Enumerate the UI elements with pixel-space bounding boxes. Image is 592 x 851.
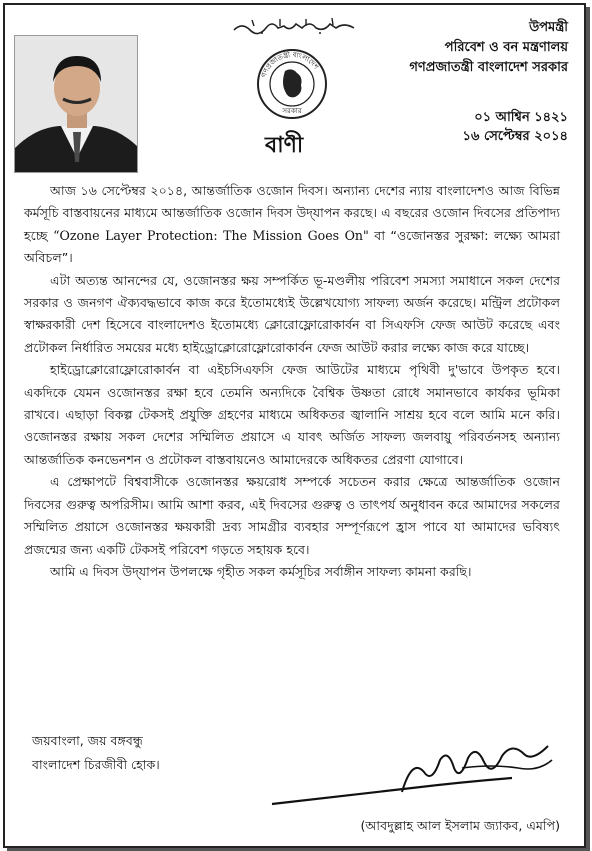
closing-line-2: বাংলাদেশ চিরজীবী হোক।: [32, 757, 160, 772]
date-bangla: ০১ আশ্বিন ১৪২১: [474, 110, 568, 125]
handwritten-signature: [262, 738, 562, 818]
paragraph-3: হাইড্রোক্লোরোফ্লোরোকার্বন বা এইচসিএফসি ফেজ আউটের মাধ্যমে পৃথিবী দু'ভাবে উপকৃত হবে। একদিকে যেমন ওজোনস্তর রক্ষা হবে তেমনি অন্যদিকে বৈশ্বিক উষ্ণতা রোধে সমানভাবে কার্যকর ভূমিকা রাখবে। এছাড়া বিকল্প টেকসই প্রযুক্তি গ্রহণের মাধ্যমে অধিকতর জ্বালানি সাশ্রয় হবে বলে আমি মনে করি। ওজোনস্তর রক্ষায় সকল দেশের সম্মিলিত প্রয়াসে এ যাবৎ অর্জিত সাফল্য জলবায়ু পরিবর্তনসহ অন্যান্য আন্তর্জাতিক কনভেনশন ও প্রটোকল বাস্তবায়নেও আমাদেরকে অধিকতর প্রেরণা যোগাবে।: [24, 362, 560, 467]
bismillah-calligraphy: [232, 16, 358, 36]
page-title: বাণী: [265, 132, 304, 158]
closing-slogans: [32, 729, 160, 777]
government-name: গণপ্রজাতন্ত্রী বাংলাদেশ সরকার: [409, 60, 568, 75]
paragraph-4: এ প্রেক্ষাপটে বিশ্ববাসীকে ওজোনস্তর ক্ষয়রোধ সম্পর্কে সচেতন করার ক্ষেত্রে আন্তর্জাতিক ওজোন দিবসের গুরুত্ব অপরিসীম। আমি আশা করব, এই দিবসের গুরুত্ব ও তাৎপর্য অনুধাবন করে আমাদের সকলের সম্মিলিত প্রয়াসে ওজোনস্তর ক্ষয়কারী দ্রব্য সামগ্রীর ব্যবহার সম্পূর্ণরূপে হ্রাস পাবে যা আমাদের ভবিষ্যৎ প্রজন্মের জন্য একটি টেকসই পরিবেশ গড়তে সহায়ক হবে।: [24, 474, 560, 557]
seal-bottom-text: সরকার: [282, 107, 302, 115]
date-block: [463, 108, 568, 146]
signer-name: (আবদুল্লাহ আল ইসলাম জ্যাকব, এমপি): [360, 818, 560, 833]
seal-outer-text: গণপ্রজাতন্ত্রী বাংলাদেশ: [259, 50, 320, 79]
closing-line-1: জয়বাংলা, জয় বঙ্গবন্ধু: [32, 733, 143, 748]
portrait-photo: [14, 35, 138, 173]
theme-quote: “Ozone Layer Protection: The Mission Goes On": [53, 227, 369, 243]
office-header: [409, 18, 568, 78]
date-gregorian: ১৬ সেপ্টেম্বর ২০১৪: [462, 129, 568, 144]
paragraph-2: এটা অত্যন্ত আনন্দের যে, ওজোনস্তর ক্ষয় সম্পর্কিত ভূ-মণ্ডলীয় পরিবেশ সমস্যা সমাধানে সকল দেশের সরকার ও জনগণ ঐক্যবদ্ধভাবে কাজ করে ইতোমধ্যেই উল্লেখযোগ্য সাফল্য অর্জন করেছে। মন্ট্রিল প্রটোকল স্বাক্ষরকারী দেশ হিসেবে বাংলাদেশও ইতোমধ্যে ক্লোরোফ্লোরোকার্বন বা সিএফসি ফেজ আউট করেছে এবং প্রটোকল নির্ধারিত সময়ের মধ্যে হাইড্রোক্লোরোফ্লোরোকার্বন ফেজ আউট করার লক্ষ্যে কাজ করে যাচ্ছে।: [24, 272, 560, 355]
paragraph-5: আমি এ দিবস উদ্‌যাপন উপলক্ষে গৃহীত সকল কর্মসূচির সর্বাঙ্গীন সাফল্য কামনা করছি।: [50, 563, 472, 579]
office-title: উপমন্ত্রী: [529, 20, 568, 35]
ministry-name: পরিবেশ ও বন মন্ত্রণালয়: [444, 40, 568, 55]
message-body: [24, 180, 560, 583]
paragraph-1: আজ ১৬ সেপ্টেম্বর ২০১৪, আন্তর্জাতিক ওজোন দিবস। অন্যান্য দেশের ন্যায় বাংলাদেশও আজ বিভিন্ন কর্মসূচি বাস্তবায়নের মাধ্যমে আন্তর্জাতিক ওজোন দিবস উদ্‌যাপন করছে। এ বছরের ওজোন দিবসের প্রতিপাদ্য হচ্ছে “Ozone Layer Protection: The Mission Goes On" বা “ওজোনস্তর সুরক্ষা: লক্ষ্যে আমরা অবিচল”।: [24, 183, 560, 266]
government-seal: [255, 47, 329, 121]
